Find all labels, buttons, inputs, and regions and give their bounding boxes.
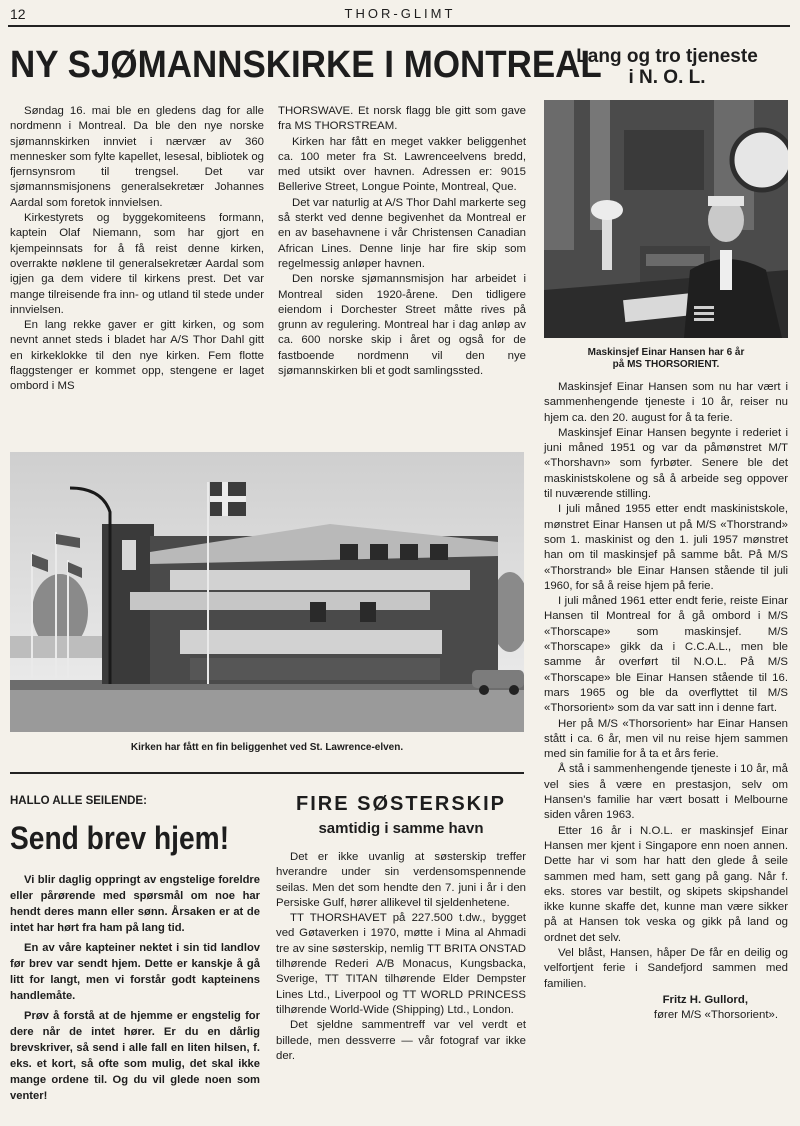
side-article-body [544, 380, 788, 1023]
side-headline-line2: i N. O. L. [628, 67, 706, 88]
paragraph: Her på M/S «Thorsorient» har Einar Hansen stått i ca. 6 år, men vil nu reise hjem sammen med sin familie for å ta et års ferie. [544, 717, 788, 761]
publication-title: THOR-GLIMT [344, 6, 456, 21]
paragraph: Det er ikke uvanlig at søsterskip treffer hverandre under sin verdensomspennende seilas. Men det som hendte den 7. juni i år i den Persiske Gulf, hører allikevel til sjeldenhetene. [276, 851, 526, 909]
paragraph: Det sjeldne sammentreff var vel verdt et billede, men dessverre — vår fotograf var ikke der. [276, 1019, 526, 1062]
paragraph: Den norske sjømannsmisjon har arbeidet i Montreal siden 1920-årene. Den tidligere eiendom i Dorchester Street måtte rives på grunn av regulering. Montreal har i dag anløp av ca. 600 norske skip i året og også for de fastboende nordmenn vil den nye sjømannskirken bli et godt samlingssted. [278, 273, 526, 378]
page-number: 12 [10, 6, 26, 22]
church-photo [10, 452, 524, 732]
send-headline: Send brev hjem! [10, 820, 230, 856]
church-photo-image [10, 452, 524, 732]
caption-line: Maskinsjef Einar Hansen har 6 år [587, 347, 745, 358]
paragraph: Vel blåst, Hansen, håper De får en deilig og velfortjent ferie i Sandefjord sammen med familien. [544, 946, 788, 990]
paragraph: I juli måned 1955 etter endt maskinistskole, mønstret Einar Hansen ut på M/S «Thorstrand» som 1. maskinist og den 1. juli 1957 mønstret han om til maskinsjef på samme båt. På M/S «Thorstrand» ble Einar Hansen stående til juli 1960, for så å reise hjem på ferie. [544, 503, 788, 592]
main-article-col2 [278, 104, 526, 379]
fire-article-body [276, 850, 526, 1064]
send-article-body [10, 872, 260, 1108]
paragraph: Å stå i sammenhengende tjeneste i 10 år, må vel sies å være en prestasjon, selv om Hansen's familie har vært bosatt i Melbourne siden våren 1963. [544, 763, 788, 822]
caption-line: på MS THORSORIENT. [612, 359, 720, 370]
paragraph: Maskinsjef Einar Hansen begynte i rederiet i juni måned 1951 og var da påmønstret M/T «Thorshavn» som fyrbøter. Senere ble det maskinistskolene og så å arbeide seg oppover til nuværende stilling. [544, 426, 788, 501]
hansen-photo [544, 100, 788, 338]
side-headline [544, 46, 790, 88]
church-photo-caption: Kirken har fått en fin beliggenhet ved St. Lawrence-elven. [130, 742, 404, 753]
paragraph: Kirkestyrets og byggekomiteens formann, kaptein Olaf Niemann, som har gjort en kjempeinnsats for å få reist denne kirken, overrakte nøklene til generalsekretær Aardal som igjen ga dem videre til kirkens prest. Det var mange tilreisende fra inn- og utland til stede under innvielsen. [10, 212, 264, 316]
paragraph: Prøv å forstå at de hjemme er engstelig for dere når de intet hører. Er du en dårlig brevskriver, så send i alle fall en liten hilsen, f. eks. et kort, så ofte som mulig, det skal ikke mange ordene til. Og du vil glede noen som venter! [10, 1010, 260, 1102]
paragraph: En av våre kapteiner nektet i sin tid landlov før brev var sendt hjem. Dette er kanskje å gå litt for langt, men vi forstår godt kapteinens handlemåte. [10, 942, 260, 1002]
section-rule [10, 772, 524, 774]
paragraph: Søndag 16. mai ble en gledens dag for alle nordmenn i Montreal. Da ble den nye norske sjømannskirken innviet i nærvær av 360 mennesker som fylte kapellet, lesesal, bibliotek og fjernsynsrom til trengsel. Det var sjømannsmisjonens generalsekretær Johannes Aardal som foretok innvielsen. [10, 105, 264, 209]
paragraph: Det var naturlig at A/S Thor Dahl markerte seg så sterkt ved denne begivenhet da Montreal er en av basehavnene i vår Christensen Canadian African Lines. Denne linje har fire skip som regelmessig anløper havnen. [278, 196, 526, 270]
fire-headline: FIRE SØSTERSKIP [295, 793, 507, 815]
paragraph: I juli måned 1961 etter endt ferie, reiste Einar Hansen til Montreal for å gå ombord i M/S «Thorscape» som maskinsjef. M/S «Thorscape» gikk da i C.C.A.L., men ble samme år overført til N.O.L. På M/S «Thorscape» ble Einar Hansen stående til 16. mars 1965 og ble da overflyttet til M/S «Thorsorient» som da var satt inn i denne fart. [544, 595, 788, 715]
hansen-photo-caption [544, 347, 788, 371]
main-headline: NY SJØMANNSKIRKE I MONTREAL [10, 44, 602, 86]
fire-subheadline: samtidig i samme havn [318, 820, 484, 837]
header-rule [8, 25, 790, 27]
side-headline-line1: Lang og tro tjeneste [576, 46, 758, 67]
paragraph: En lang rekke gaver er gitt kirken, og som nevnt annet steds i bladet har A/S Thor Dahl gitt en kirkeklokke til den nye kirken. Fem flotte flaggstenger er kommet opp, stengene er laget ombord i MS [10, 319, 264, 393]
send-kicker: HALLO ALLE SEILENDE: [10, 795, 147, 807]
main-article-col1 [10, 104, 264, 395]
paragraph: THORSWAVE. Et norsk flagg ble gitt som gave fra MS THORSTREAM. [278, 105, 526, 133]
paragraph: Kirken har fått en meget vakker beliggenhet ca. 100 meter fra St. Lawrenceelvens bredd, med utsikt over havnen. Adressen er: 9015 Bellerive Street, Longue Pointe, Montreal, Que. [278, 135, 526, 194]
hansen-photo-image [544, 100, 788, 338]
paragraph: Maskinsjef Einar Hansen som nu har vært i sammenhengende tjeneste i 10 år, reiser nu hjem ca. den 20. august for å ta ferie. [544, 381, 788, 424]
paragraph: Vi blir daglig oppringt av engstelige foreldre eller pårørende med spørsmål om noe har hendt deres mann eller sønn. Årsaken er at de intet har hørt fra ham på lang tid. [10, 874, 260, 934]
paragraph: TT THORSHAVET på 227.500 t.dw., bygget ved Gøtaverken i 1970, møtte i Mina al Ahmadi tre av sine søsterskip, nemlig TT BRITA ONSTAD tilhørende Rederi A/B Monacus, Kungsbacka, Sverige, TT TITAN tilhørende Elder Dempster Lines Ltd., Liverpool og TT WORLD PRINCESS tilhørende World-Wide (Shipping) Ltd., London. [276, 912, 526, 1016]
signature-role: fører M/S «Thorsorient». [653, 1009, 778, 1022]
signature-name: Fritz H. Gullord, [662, 993, 748, 1006]
paragraph: Etter 16 år i N.O.L. er maskinsjef Einar Hansen mer kjent i Singapore enn noen annen. Dette har vi som har hatt den glede å seile sammen med ham, sett gang på gang. Når f. eks. stores var bestilt, og skipets skipshandel ikke kunne skaffe det, kunne man være sikker på at Hansen tok veska og gikk på land og ordnet det selv. [544, 824, 788, 944]
